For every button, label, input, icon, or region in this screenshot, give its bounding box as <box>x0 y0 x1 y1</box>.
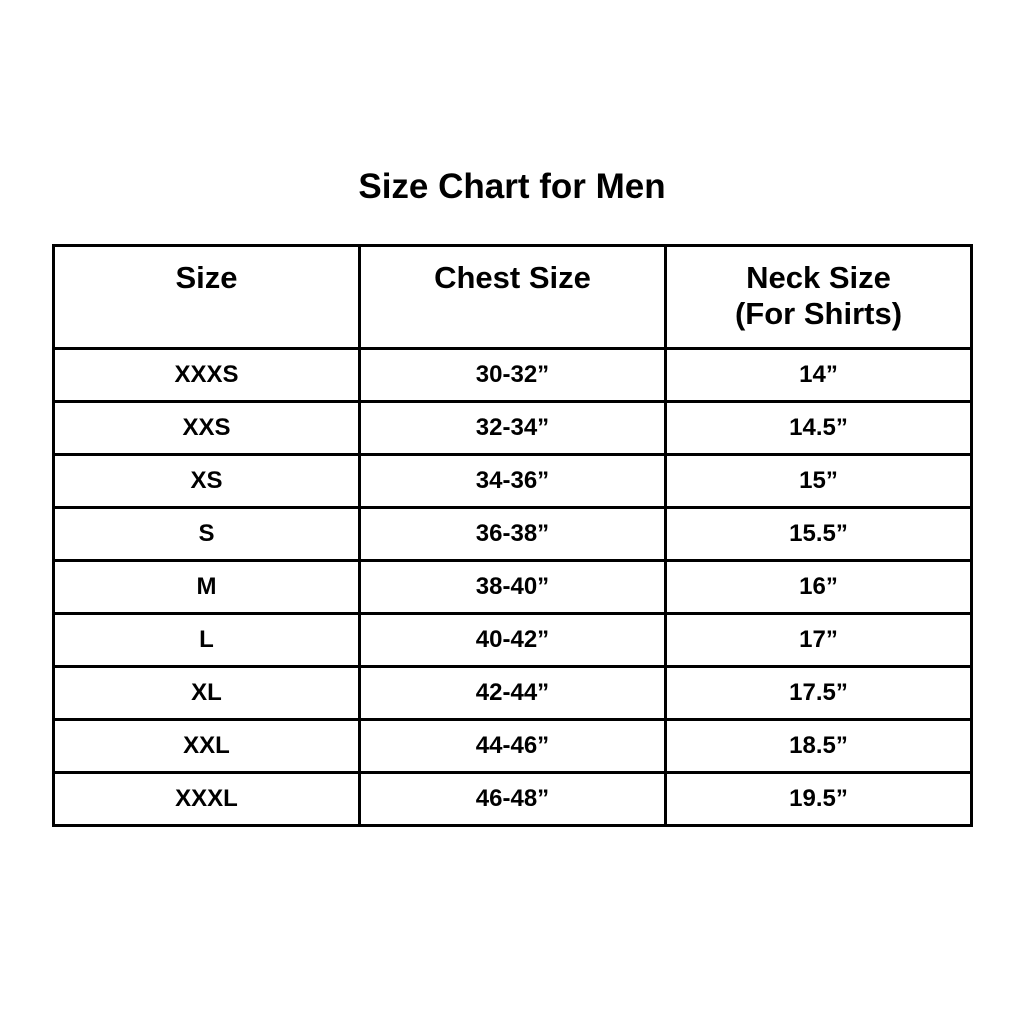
chest-size-cell: 34-36” <box>360 455 666 508</box>
neck-size-cell: 17” <box>666 614 972 667</box>
table-row <box>54 561 972 614</box>
chest-size-cell: 36-38” <box>360 508 666 561</box>
column-header-chest-size: Chest Size <box>360 246 666 349</box>
chest-size-cell: 42-44” <box>360 667 666 720</box>
neck-size-cell: 14” <box>666 349 972 402</box>
table-header-row <box>54 246 972 349</box>
size-chart-table <box>52 244 973 827</box>
chest-size-cell: 30-32” <box>360 349 666 402</box>
size-cell: XXXL <box>54 773 360 826</box>
size-cell: M <box>54 561 360 614</box>
column-header-neck-size-line2: (For Shirts) <box>734 296 903 331</box>
neck-size-cell: 18.5” <box>666 720 972 773</box>
neck-size-cell: 15” <box>666 455 972 508</box>
size-cell: S <box>54 508 360 561</box>
chest-size-cell: 40-42” <box>360 614 666 667</box>
chest-size-cell: 46-48” <box>360 773 666 826</box>
table-row <box>54 720 972 773</box>
size-cell: XXL <box>54 720 360 773</box>
size-cell: XL <box>54 667 360 720</box>
chest-size-cell: 38-40” <box>360 561 666 614</box>
neck-size-cell: 16” <box>666 561 972 614</box>
size-cell: XXXS <box>54 349 360 402</box>
size-cell: XXS <box>54 402 360 455</box>
neck-size-cell: 17.5” <box>666 667 972 720</box>
page-title: Size Chart for Men <box>358 167 666 206</box>
table-row <box>54 508 972 561</box>
table-row <box>54 667 972 720</box>
table-row <box>54 614 972 667</box>
neck-size-cell: 19.5” <box>666 773 972 826</box>
table-row <box>54 402 972 455</box>
table-row <box>54 773 972 826</box>
neck-size-cell: 15.5” <box>666 508 972 561</box>
chest-size-cell: 32-34” <box>360 402 666 455</box>
size-cell: L <box>54 614 360 667</box>
size-cell: XS <box>54 455 360 508</box>
chest-size-cell: 44-46” <box>360 720 666 773</box>
table-row <box>54 455 972 508</box>
neck-size-cell: 14.5” <box>666 402 972 455</box>
column-header-neck-size-line1: Neck Size <box>746 260 891 295</box>
table-row <box>54 349 972 402</box>
column-header-size: Size <box>54 246 360 349</box>
column-header-neck-size <box>666 246 972 349</box>
